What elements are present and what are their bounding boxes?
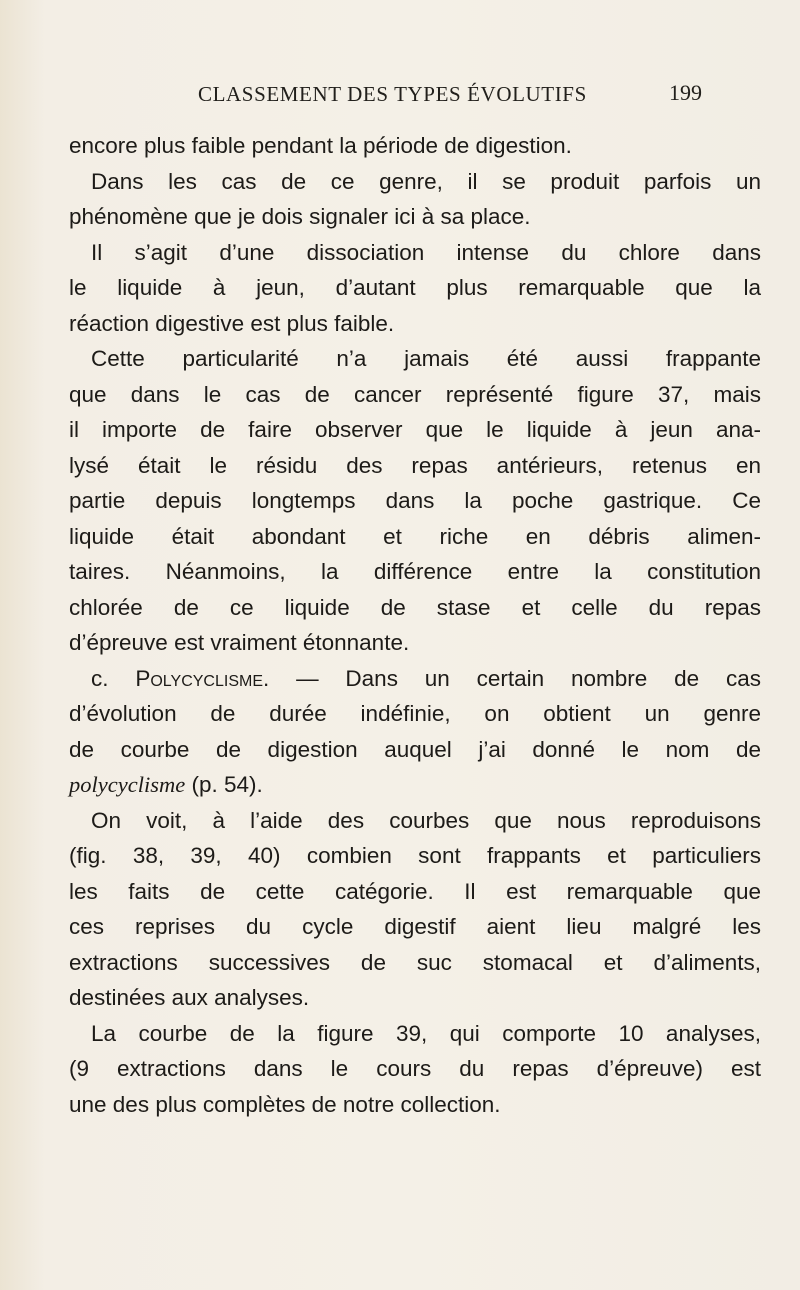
page-header xyxy=(198,82,758,112)
section-heading-line xyxy=(69,661,761,697)
page-reference: (p. 54). xyxy=(191,772,263,797)
text-line: On voit, à l’aide des courbes que nous reproduisons xyxy=(91,807,761,833)
text-line: destinées aux analyses. xyxy=(69,985,310,1010)
running-head-title: CLASSEMENT DES TYPES ÉVOLUTIFS xyxy=(198,82,587,106)
text-line: phénomène que je dois signaler ici à sa place. xyxy=(69,204,531,229)
text-line: ces reprises du cycle digestif aient lieu malgré les xyxy=(69,914,761,939)
text-line: réaction digestive est plus faible. xyxy=(69,310,395,336)
text-line: Il s’agit d’une dissociation intense du chlore dans xyxy=(91,239,761,265)
text-line: (9 extractions dans le cours du repas d’épreuve) est xyxy=(69,1056,761,1081)
page-number: 199 xyxy=(669,80,702,105)
section-label: c. xyxy=(91,665,109,691)
text-line: La courbe de la figure 39, qui comporte 10 analyses, xyxy=(91,1020,761,1046)
text-line: extractions successives de suc stomacal et d’aliments, xyxy=(69,949,761,975)
text-line: de courbe de digestion auquel j’ai donné le nom de xyxy=(69,736,761,762)
text-line: taires. Néanmoins, la différence entre la constitution xyxy=(69,559,761,584)
text-line: le liquide à jeun, d’autant plus remarquable que la xyxy=(69,275,761,300)
text-line: Cette particularité n’a jamais été aussi frappante xyxy=(91,346,761,371)
text-line: une des plus complètes de notre collection. xyxy=(69,1091,501,1117)
body-text xyxy=(69,128,761,1122)
italic-term: polycyclisme xyxy=(69,772,186,797)
text-line xyxy=(69,767,761,803)
text-line: d’épreuve est vraiment étonnante. xyxy=(69,630,410,655)
text-line: (fig. 38, 39, 40) combien sont frappants et particuliers xyxy=(69,843,761,868)
text-line: partie depuis longtemps dans la poche gastrique. Ce xyxy=(69,488,761,513)
text-line: d’évolution de durée indéfinie, on obtient un genre xyxy=(69,701,761,726)
section-heading-rest: — Dans un certain nombre de cas xyxy=(296,665,761,691)
text-line: il importe de faire observer que le liquide à jeun ana- xyxy=(69,417,761,442)
text-line: les faits de cette catégorie. Il est remarquable que xyxy=(69,878,761,904)
text-line: encore plus faible pendant la période de digestion. xyxy=(69,133,572,158)
section-heading: Polycyclisme. xyxy=(135,665,270,691)
text-line: lysé était le résidu des repas antérieurs, retenus en xyxy=(69,452,761,478)
text-line: chlorée de ce liquide de stase et celle du repas xyxy=(69,594,761,620)
text-line: liquide était abondant et riche en débris alimen- xyxy=(69,523,761,549)
text-line: que dans le cas de cancer représenté figure 37, mais xyxy=(69,381,761,407)
text-line: Dans les cas de ce genre, il se produit parfois un xyxy=(91,168,761,194)
